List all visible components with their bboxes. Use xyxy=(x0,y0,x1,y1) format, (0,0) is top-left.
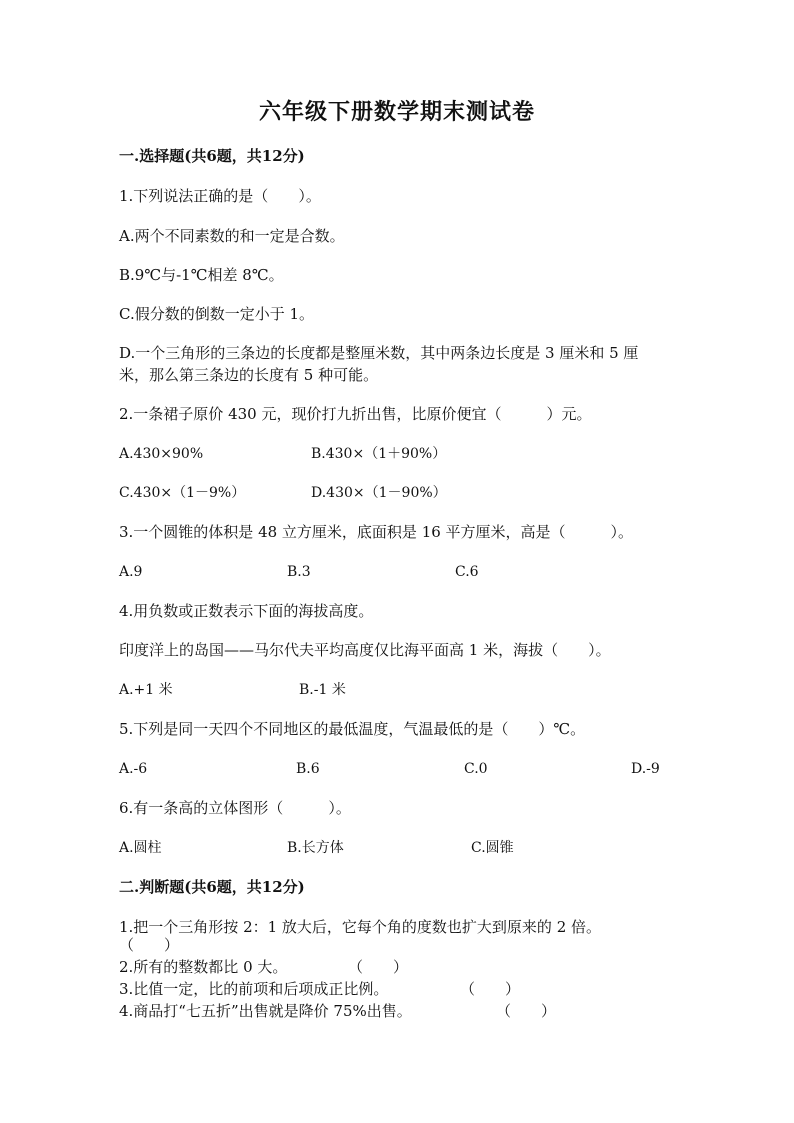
question-5-stem: 5.下列是同一天四个不同地区的最低温度，气温最低的是（ ）℃。 xyxy=(119,720,586,738)
section-heading-choice: 一.选择题(共6题，共12分) xyxy=(119,147,305,165)
question-6-option-a: A.圆柱 xyxy=(119,840,162,856)
page-title: 六年级下册数学期末测试卷 xyxy=(258,99,535,125)
question-1-stem: 1.下列说法正确的是（ ）。 xyxy=(119,187,321,205)
question-3-option-a: A.9 xyxy=(119,564,143,580)
question-3-option-c: C.6 xyxy=(455,564,479,580)
judgement-3: 3.比值一定，比的前项和后项成正比例。 xyxy=(119,980,389,998)
judgement-2-paren: （ ） xyxy=(348,958,409,976)
question-1-option-d-line1: D.一个三角形的三条边的长度都是整厘米数，其中两条边长度是 3 厘米和 5 厘 xyxy=(119,344,639,362)
judgement-3-paren: （ ） xyxy=(460,980,521,998)
judgement-4: 4.商品打“七五折”出售就是降价 75%出售。 xyxy=(119,1002,412,1020)
question-3-option-b: B.3 xyxy=(287,564,311,580)
question-4-stem: 4.用负数或正数表示下面的海拔高度。 xyxy=(119,602,374,620)
question-1-option-c: C.假分数的倒数一定小于 1。 xyxy=(119,305,315,323)
question-5-option-b: B.6 xyxy=(296,761,320,777)
question-6-option-c: C.圆锥 xyxy=(471,840,514,856)
question-1-option-b: B.9℃与-1℃相差 8℃。 xyxy=(119,266,284,284)
question-6-option-b: B.长方体 xyxy=(287,840,344,856)
question-4-option-b: B.-1 米 xyxy=(299,682,346,698)
judgement-1-paren: （ ） xyxy=(119,936,180,954)
question-3-stem: 3.一个圆锥的体积是 48 立方厘米，底面积是 16 平方厘米，高是（ ）。 xyxy=(119,523,634,541)
question-2-option-c: C.430×（1－9%） xyxy=(119,485,246,501)
question-2-option-b: B.430×（1＋90%） xyxy=(311,446,447,462)
question-2-stem: 2.一条裙子原价 430 元，现价打九折出售，比原价便宜（ ）元。 xyxy=(119,405,592,423)
question-5-option-d: D.-9 xyxy=(631,761,660,777)
question-1-option-a: A.两个不同素数的和一定是合数。 xyxy=(119,227,345,245)
section-heading-judgement: 二.判断题(共6题，共12分) xyxy=(119,878,305,896)
question-1-option-d-line2: 米，那么第三条边的长度有 5 种可能。 xyxy=(119,366,379,384)
question-2-option-a: A.430×90% xyxy=(119,446,204,462)
question-6-stem: 6.有一条高的立体图形（ ）。 xyxy=(119,799,351,817)
question-4-option-a: A.+1 米 xyxy=(119,682,173,698)
question-5-option-c: C.0 xyxy=(464,761,488,777)
judgement-4-paren: （ ） xyxy=(496,1002,557,1020)
judgement-2: 2.所有的整数都比 0 大。 xyxy=(119,958,288,976)
question-2-option-d: D.430×（1－90%） xyxy=(311,485,447,501)
judgement-1-line1: 1.把一个三角形按 2：1 放大后，它每个角的度数也扩大到原来的 2 倍。 xyxy=(119,918,602,936)
question-5-option-a: A.-6 xyxy=(119,761,148,777)
question-4-context: 印度洋上的岛国——马尔代夫平均高度仅比海平面高 1 米，海拔（ ）。 xyxy=(119,641,611,659)
